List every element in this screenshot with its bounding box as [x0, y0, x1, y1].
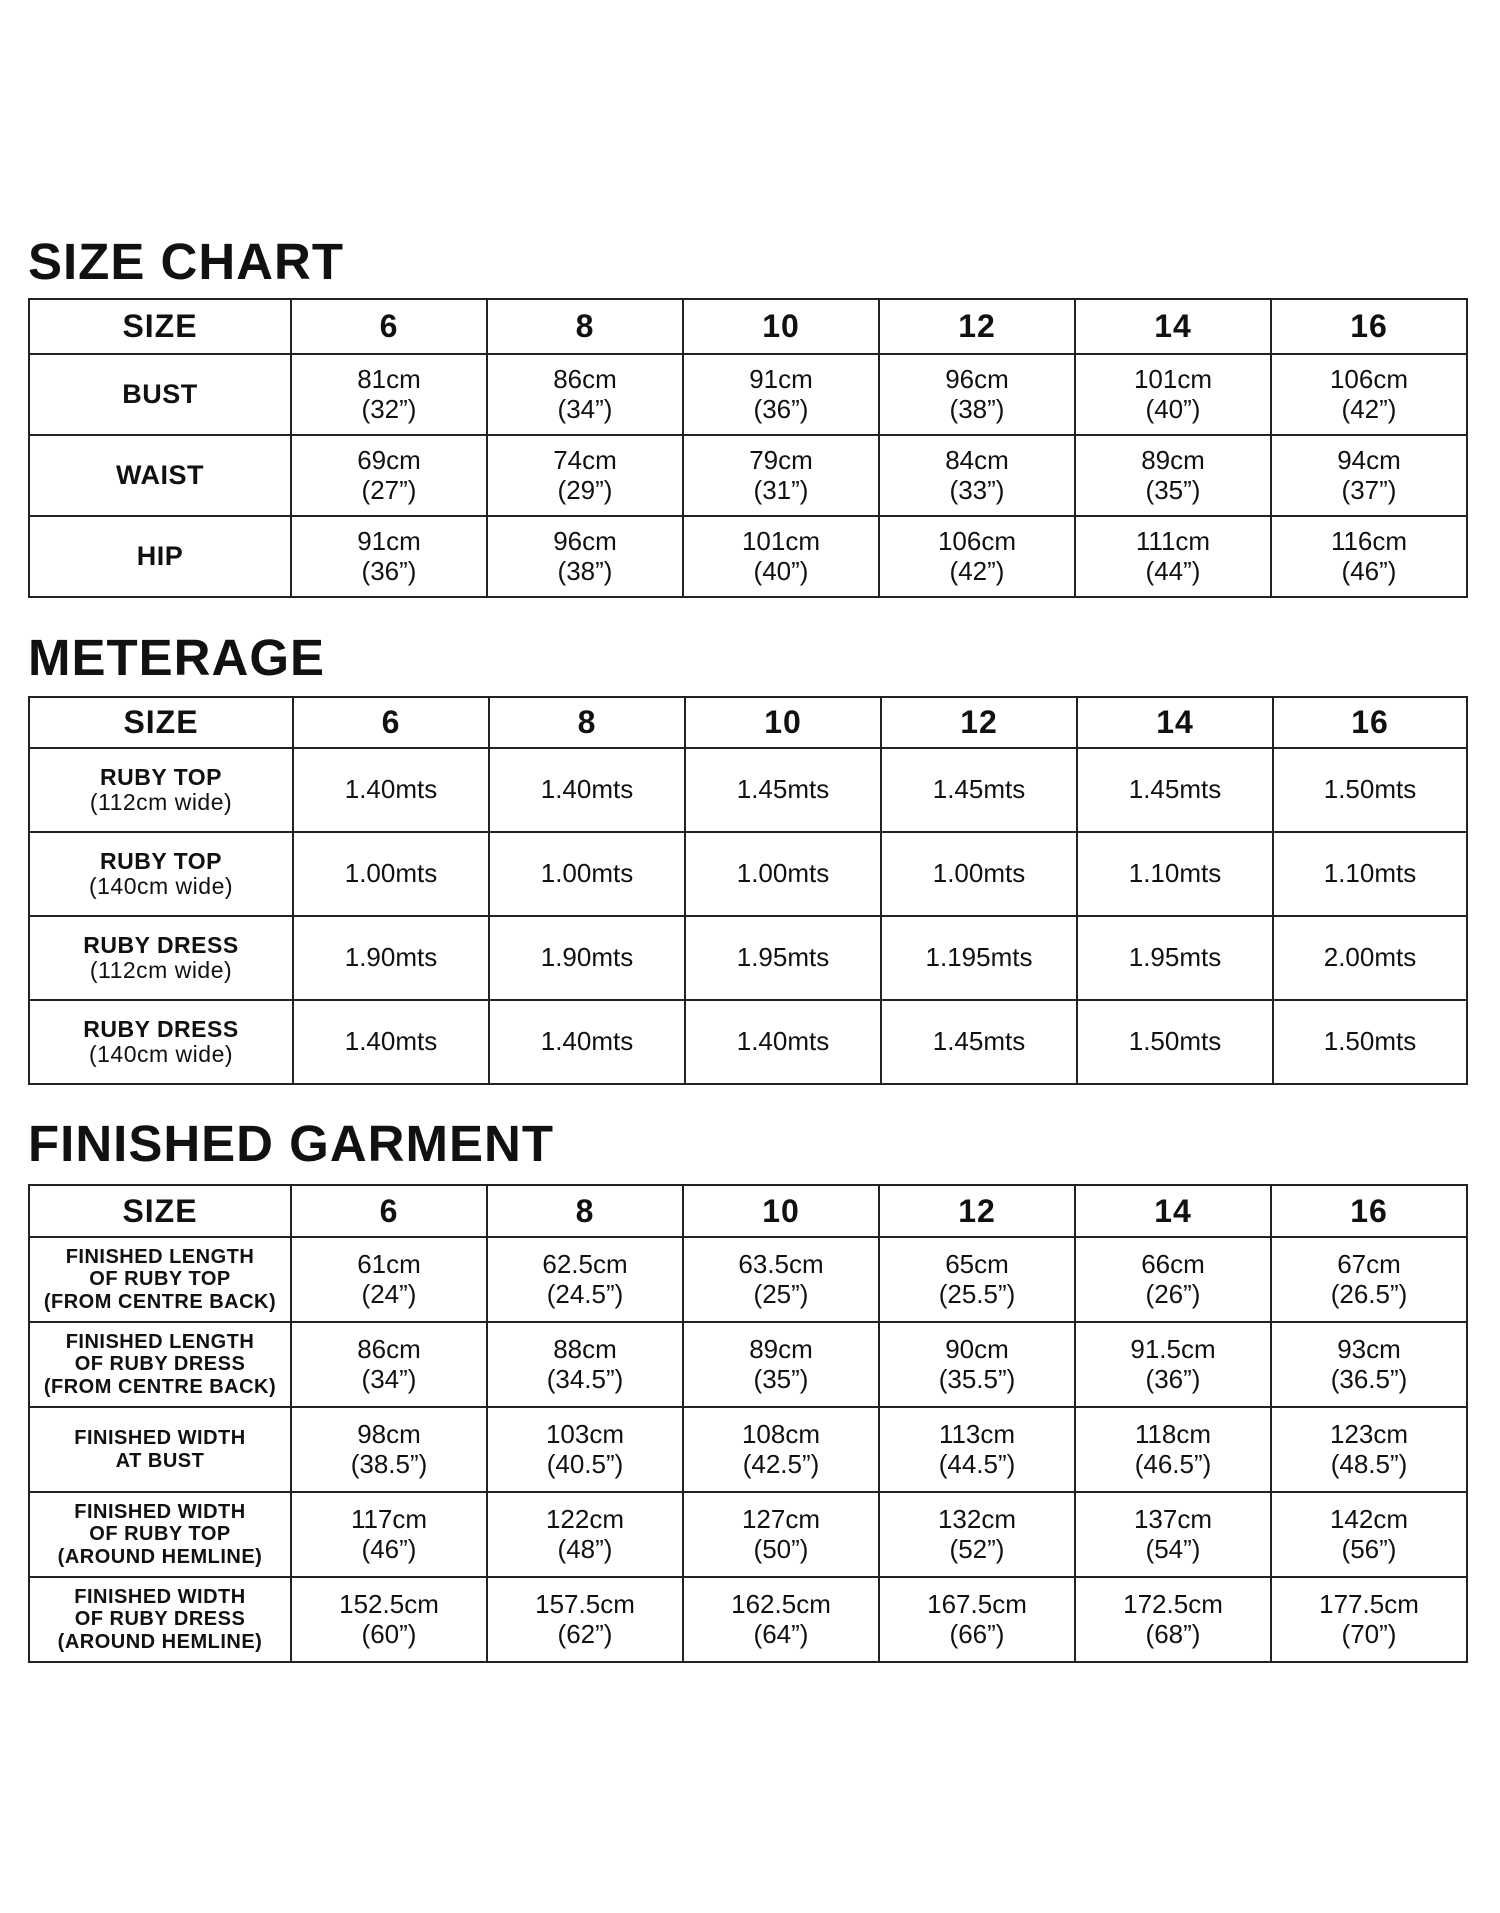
table-row — [29, 1492, 1467, 1577]
meterage-title: METERAGE — [28, 629, 326, 686]
table-cell: 88cm (34.5”) — [487, 1322, 683, 1407]
table-cell: 1.90mts — [293, 916, 489, 1000]
table-cell: 1.95mts — [1077, 916, 1273, 1000]
table-cell: 113cm (44.5”) — [879, 1407, 1075, 1492]
table-cell: 116cm (46”) — [1271, 516, 1467, 597]
table-row — [29, 748, 1467, 832]
table-cell: 62.5cm (24.5”) — [487, 1237, 683, 1322]
table-cell: 1.40mts — [489, 748, 685, 832]
table-cell: 1.10mts — [1077, 832, 1273, 916]
row-label-ruby-dress-140: RUBY DRESS (140cm wide) — [29, 1000, 293, 1084]
table-row — [29, 1577, 1467, 1662]
table-cell: 1.40mts — [685, 1000, 881, 1084]
table-cell: 1.00mts — [489, 832, 685, 916]
table-cell: 101cm (40”) — [683, 516, 879, 597]
table-cell: 61cm (24”) — [291, 1237, 487, 1322]
table-cell: 108cm (42.5”) — [683, 1407, 879, 1492]
row-label-width-ruby-top-hem: FINISHED WIDTH OF RUBY TOP (AROUND HEMLINE) — [29, 1492, 291, 1577]
table-cell: 106cm (42”) — [1271, 354, 1467, 435]
table-cell: 66cm (26”) — [1075, 1237, 1271, 1322]
table-cell: 81cm (32”) — [291, 354, 487, 435]
table-cell: 96cm (38”) — [487, 516, 683, 597]
finished-garment-header-row — [29, 1185, 1467, 1237]
table-cell: 90cm (35.5”) — [879, 1322, 1075, 1407]
row-label-ruby-top-140: RUBY TOP (140cm wide) — [29, 832, 293, 916]
table-cell: 1.45mts — [881, 748, 1077, 832]
header-size: SIZE — [29, 697, 293, 748]
table-cell: 1.45mts — [685, 748, 881, 832]
table-cell: 89cm (35”) — [1075, 435, 1271, 516]
header-size-6: 6 — [293, 697, 489, 748]
size-chart-title: SIZE CHART — [28, 233, 344, 290]
meterage-table — [28, 696, 1468, 1085]
header-size-14: 14 — [1075, 299, 1271, 354]
table-cell: 91.5cm (36”) — [1075, 1322, 1271, 1407]
table-row — [29, 435, 1467, 516]
row-label-length-ruby-top: FINISHED LENGTH OF RUBY TOP (FROM CENTRE BACK) — [29, 1237, 291, 1322]
table-cell: 1.50mts — [1273, 1000, 1467, 1084]
header-size-6: 6 — [291, 1185, 487, 1237]
table-cell: 1.40mts — [489, 1000, 685, 1084]
table-cell: 67cm (26.5”) — [1271, 1237, 1467, 1322]
table-row — [29, 1322, 1467, 1407]
table-cell: 89cm (35”) — [683, 1322, 879, 1407]
size-chart-table — [28, 298, 1468, 598]
header-size-16: 16 — [1273, 697, 1467, 748]
header-size-12: 12 — [879, 1185, 1075, 1237]
table-cell: 172.5cm (68”) — [1075, 1577, 1271, 1662]
table-row — [29, 1000, 1467, 1084]
table-cell: 1.00mts — [881, 832, 1077, 916]
table-row — [29, 1237, 1467, 1322]
row-label-ruby-dress-112: RUBY DRESS (112cm wide) — [29, 916, 293, 1000]
table-cell: 162.5cm (64”) — [683, 1577, 879, 1662]
table-cell: 65cm (25.5”) — [879, 1237, 1075, 1322]
row-label-length-ruby-dress: FINISHED LENGTH OF RUBY DRESS (FROM CENTRE BACK) — [29, 1322, 291, 1407]
table-cell: 103cm (40.5”) — [487, 1407, 683, 1492]
header-size-10: 10 — [683, 1185, 879, 1237]
table-cell: 63.5cm (25”) — [683, 1237, 879, 1322]
header-size-14: 14 — [1075, 1185, 1271, 1237]
table-row — [29, 916, 1467, 1000]
header-size: SIZE — [29, 299, 291, 354]
table-cell: 96cm (38”) — [879, 354, 1075, 435]
header-size-8: 8 — [489, 697, 685, 748]
table-cell: 2.00mts — [1273, 916, 1467, 1000]
table-cell: 1.40mts — [293, 748, 489, 832]
table-cell: 1.10mts — [1273, 832, 1467, 916]
table-cell: 1.90mts — [489, 916, 685, 1000]
header-size-12: 12 — [881, 697, 1077, 748]
table-cell: 93cm (36.5”) — [1271, 1322, 1467, 1407]
table-cell: 1.50mts — [1077, 1000, 1273, 1084]
table-cell: 86cm (34”) — [487, 354, 683, 435]
header-size-14: 14 — [1077, 697, 1273, 748]
table-cell: 157.5cm (62”) — [487, 1577, 683, 1662]
row-label-bust: BUST — [29, 354, 291, 435]
table-cell: 91cm (36”) — [291, 516, 487, 597]
table-cell: 1.95mts — [685, 916, 881, 1000]
table-cell: 118cm (46.5”) — [1075, 1407, 1271, 1492]
table-cell: 152.5cm (60”) — [291, 1577, 487, 1662]
size-chart-header-row — [29, 299, 1467, 354]
finished-garment-title: FINISHED GARMENT — [28, 1115, 554, 1172]
header-size-8: 8 — [487, 1185, 683, 1237]
header-size-16: 16 — [1271, 1185, 1467, 1237]
table-cell: 91cm (36”) — [683, 354, 879, 435]
table-cell: 167.5cm (66”) — [879, 1577, 1075, 1662]
table-cell: 98cm (38.5”) — [291, 1407, 487, 1492]
table-cell: 86cm (34”) — [291, 1322, 487, 1407]
finished-garment-table — [28, 1184, 1468, 1663]
table-cell: 74cm (29”) — [487, 435, 683, 516]
meterage-header-row — [29, 697, 1467, 748]
header-size-10: 10 — [683, 299, 879, 354]
header-size: SIZE — [29, 1185, 291, 1237]
table-cell: 1.00mts — [685, 832, 881, 916]
table-cell: 84cm (33”) — [879, 435, 1075, 516]
table-cell: 79cm (31”) — [683, 435, 879, 516]
table-cell: 137cm (54”) — [1075, 1492, 1271, 1577]
table-cell: 101cm (40”) — [1075, 354, 1271, 435]
table-cell: 1.40mts — [293, 1000, 489, 1084]
table-cell: 1.45mts — [881, 1000, 1077, 1084]
table-cell: 1.45mts — [1077, 748, 1273, 832]
row-label-width-ruby-dress-hem: FINISHED WIDTH OF RUBY DRESS (AROUND HEMLINE) — [29, 1577, 291, 1662]
row-label-ruby-top-112: RUBY TOP (112cm wide) — [29, 748, 293, 832]
table-cell: 123cm (48.5”) — [1271, 1407, 1467, 1492]
table-cell: 106cm (42”) — [879, 516, 1075, 597]
header-size-8: 8 — [487, 299, 683, 354]
header-size-10: 10 — [685, 697, 881, 748]
table-row — [29, 832, 1467, 916]
row-label-hip: HIP — [29, 516, 291, 597]
table-cell: 1.00mts — [293, 832, 489, 916]
row-label-width-at-bust: FINISHED WIDTH AT BUST — [29, 1407, 291, 1492]
table-cell: 177.5cm (70”) — [1271, 1577, 1467, 1662]
table-cell: 94cm (37”) — [1271, 435, 1467, 516]
table-cell: 117cm (46”) — [291, 1492, 487, 1577]
header-size-12: 12 — [879, 299, 1075, 354]
table-row — [29, 354, 1467, 435]
table-cell: 69cm (27”) — [291, 435, 487, 516]
header-size-6: 6 — [291, 299, 487, 354]
table-cell: 132cm (52”) — [879, 1492, 1075, 1577]
table-cell: 1.50mts — [1273, 748, 1467, 832]
table-cell: 122cm (48”) — [487, 1492, 683, 1577]
row-label-waist: WAIST — [29, 435, 291, 516]
table-cell: 1.195mts — [881, 916, 1077, 1000]
table-row — [29, 516, 1467, 597]
table-cell: 142cm (56”) — [1271, 1492, 1467, 1577]
table-row — [29, 1407, 1467, 1492]
table-cell: 111cm (44”) — [1075, 516, 1271, 597]
table-cell: 127cm (50”) — [683, 1492, 879, 1577]
header-size-16: 16 — [1271, 299, 1467, 354]
